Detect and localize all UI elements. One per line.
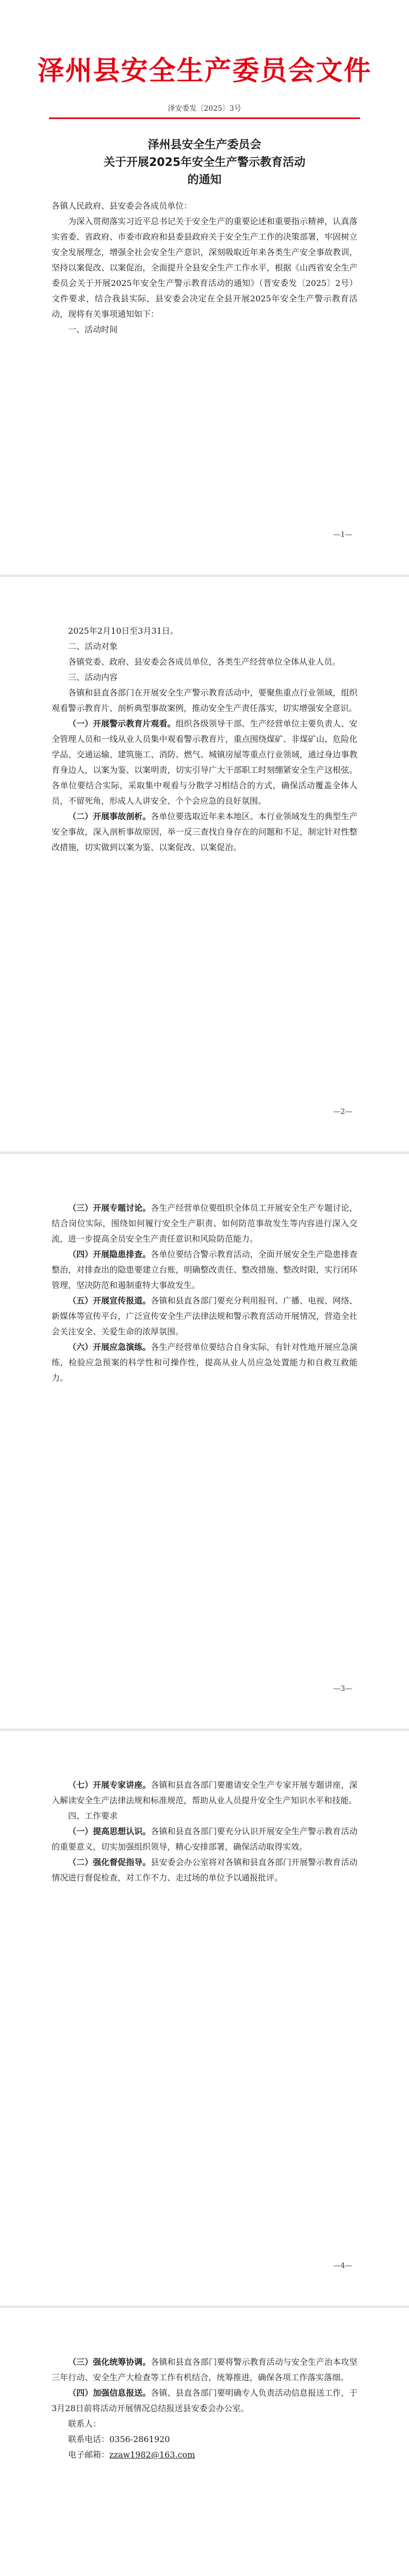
red-divider-line [49,117,360,119]
title-line-3: 的通知 [187,174,222,187]
contact-phone: 联系电话：0356-2861920 [68,2434,170,2444]
item-5 [52,1293,357,1340]
page-3-body [52,1200,357,1386]
title-line-2: 关于开展2025年安全生产警示教育活动 [103,156,306,169]
item-4-text: 各单位要结合警示教育活动，全面开展安全生产隐患排查整治，对排查出的隐患要建立台账，明确整改责任、整改措施、整改时限，实行闭环管理，坚决防范和遏制重特大事故发生。 [52,1249,357,1290]
page-2 [0,577,409,1151]
section-heading-2: 二、活动对象 [68,641,118,651]
item-3-text: 各生产经营单位要组织全体员工开展安全生产专题讨论，结合岗位实际，围绕如何履行安全生产职责、如何防范事故发生等内容进行深入交流，进一步提高全员安全生产责任意识和风险防范能力。 [52,1203,357,1244]
item-4-heading: （四）开展隐患排查。 [68,1249,151,1259]
document-number: 泽安委发〔2025〕3号 [168,105,241,113]
page-number: —1— [333,531,352,539]
item-3 [52,1200,357,1247]
page-4-body [52,1777,357,1886]
email-label: 电子邮箱： [68,2450,110,2460]
item-1-heading: （一）开展警示教育片观看。 [68,719,176,728]
page-4 [0,1731,409,2306]
requirement-4 [52,2385,357,2416]
requirement-4-heading: （四）加强信息报送。 [68,2388,151,2398]
requirement-3-text: 各镇和县直各部门要将警示教育活动与安全生产治本攻坚三年行动、安全生产大检查等工作有机结合，统筹推进，确保各项工作落实落细。 [52,2357,357,2382]
item-6-heading: （六）开展应急演练。 [68,1342,151,1352]
requirement-4-text: 各镇、县直各部门要明确专人负责活动信息报送工作，于3月28日前将活动开展情况总结报送县安委会办公室。 [52,2388,357,2413]
item-2-text: 各单位要选取近年来本地区、本行业领域发生的典型生产安全事故，深入剖析事故原因，举一反三查找自身存在的问题和不足，制定针对性整改措施，切实做到以案为鉴、以案促改、以案促治。 [52,811,357,852]
activity-time: 2025年2月10日至3月31日。 [68,626,178,636]
page-number: —2— [333,1108,352,1116]
page-number: —3— [333,1685,352,1693]
item-2-heading: （二）开展事故剖析。 [68,811,151,821]
item-1-text: 组织各级领导干部、生产经营单位主要负责人、安全管理人员和一线从业人员集中观看警示教育片，重点围绕煤矿、非煤矿山、危险化学品、交通运输、建筑施工、消防、燃气、城镇房屋等重点行业领域，通过身边事教育身边人，以案为鉴、以案明责，切实引导广大干部职工时刻绷紧安全生产这根弦。各单位要结合实际，采取集中观看与分散学习相结合的方式，确保活动覆盖全体人员，不留死角，形成人人讲安全、个个会应急的良好氛围。 [52,719,357,806]
target-paragraph: 各镇党委、政府、县安委会各成员单位，各类生产经营单位全体从业人员。 [68,657,341,667]
item-3-heading: （三）开展专题讨论。 [68,1203,151,1213]
item-7 [52,1777,357,1808]
item-1 [52,716,357,809]
title-line-1: 泽州县安全生产委员会 [148,139,261,151]
page-1 [0,0,409,574]
section-heading-3: 三、活动内容 [68,672,118,682]
page-5 [0,2308,409,2576]
contact-person: 联系人： [68,2419,102,2429]
contact-email [52,2447,357,2463]
page-3 [0,1154,409,1728]
requirement-1-text: 各镇和县直各部门要充分认识开展安全生产警示教育活动的重要意义，切实加强组织领导，精心安排部署，确保活动取得实效。 [52,1826,357,1852]
item-4 [52,1247,357,1293]
item-6 [52,1340,357,1386]
item-7-text: 各镇和县直各部门要邀请安全生产专家开展专题讲座，深入解读安全生产法律法规和标准规范，帮助从业人员提升安全生产知识水平和技能。 [52,1780,357,1805]
requirement-3-heading: （三）强化统筹协调。 [68,2357,151,2367]
intro-paragraph: 为深入贯彻落实习近平总书记关于安全生产的重要论述和重要指示精神，认真落实省委、省政府、市委市政府和县委县政府关于安全生产工作的决策部署，牢固树立安全发展理念，增强全社会安全生产意识，深刻吸取近年来各类生产安全事故教训，坚持以案促改、以案促治，全面提升全县安全生产工作水平，根据《山西省安全生产委员会关于开展2025年安全生产警示教育活动的通知》（晋安委发〔2025〕2号）文件要求，结合我县实际，县安委会决定在全县开展2025年安全生产警示教育活动，现将有关事项通知如下： [52,216,357,319]
page-5-body [52,2354,357,2463]
page-number: —4— [333,2262,352,2270]
recipient: 各镇人民政府、县安委会各成员单位： [52,201,192,211]
notice-title [52,137,357,189]
requirement-2-heading: （二）强化督促指导。 [68,1857,151,1867]
page-2-body [52,623,357,855]
item-6-text: 各生产经营单位要结合自身实际，有针对性地开展应急演练，检验应急预案的科学性和可操作性，提高从业人员应急处置能力和自救互救能力。 [52,1342,357,1383]
item-5-heading: （五）开展宣传报道。 [68,1296,151,1306]
red-header-title: 泽州县安全生产委员会文件 [37,55,372,87]
section-heading-1: 一、活动时间 [68,325,118,334]
section-heading-4: 四、工作要求 [68,1811,118,1821]
item-5-text: 各镇和县直各部门要充分利用报刊、广播、电视、网络、新媒体等宣传平台，广泛宣传安全生产法律法规和警示教育活动开展情况，营造全社会关注安全、关爱生命的浓厚氛围。 [52,1296,357,1336]
content-intro: 各镇和县直各部门在开展安全生产警示教育活动中，要聚焦重点行业领域，组织观看警示教育片、剖析典型事故案例，推动安全生产责任落实，切实增强安全意识。 [52,688,357,713]
item-2 [52,809,357,855]
signature-block [0,2514,409,2576]
requirement-2 [52,1855,357,1886]
requirement-1 [52,1824,357,1855]
requirement-3 [52,2354,357,2385]
item-7-heading: （七）开展专家讲座。 [68,1780,151,1790]
requirement-1-heading: （一）提高思想认识。 [68,1826,151,1836]
page-1-body [52,198,357,337]
email-link[interactable]: zzaw1982@163.com [109,2450,195,2460]
requirement-2-text: 县安委会办公室将对各镇和县直各部门开展警示教育活动情况进行督促检查，对工作不力、走过场的单位予以通报批评。 [52,1857,357,1883]
